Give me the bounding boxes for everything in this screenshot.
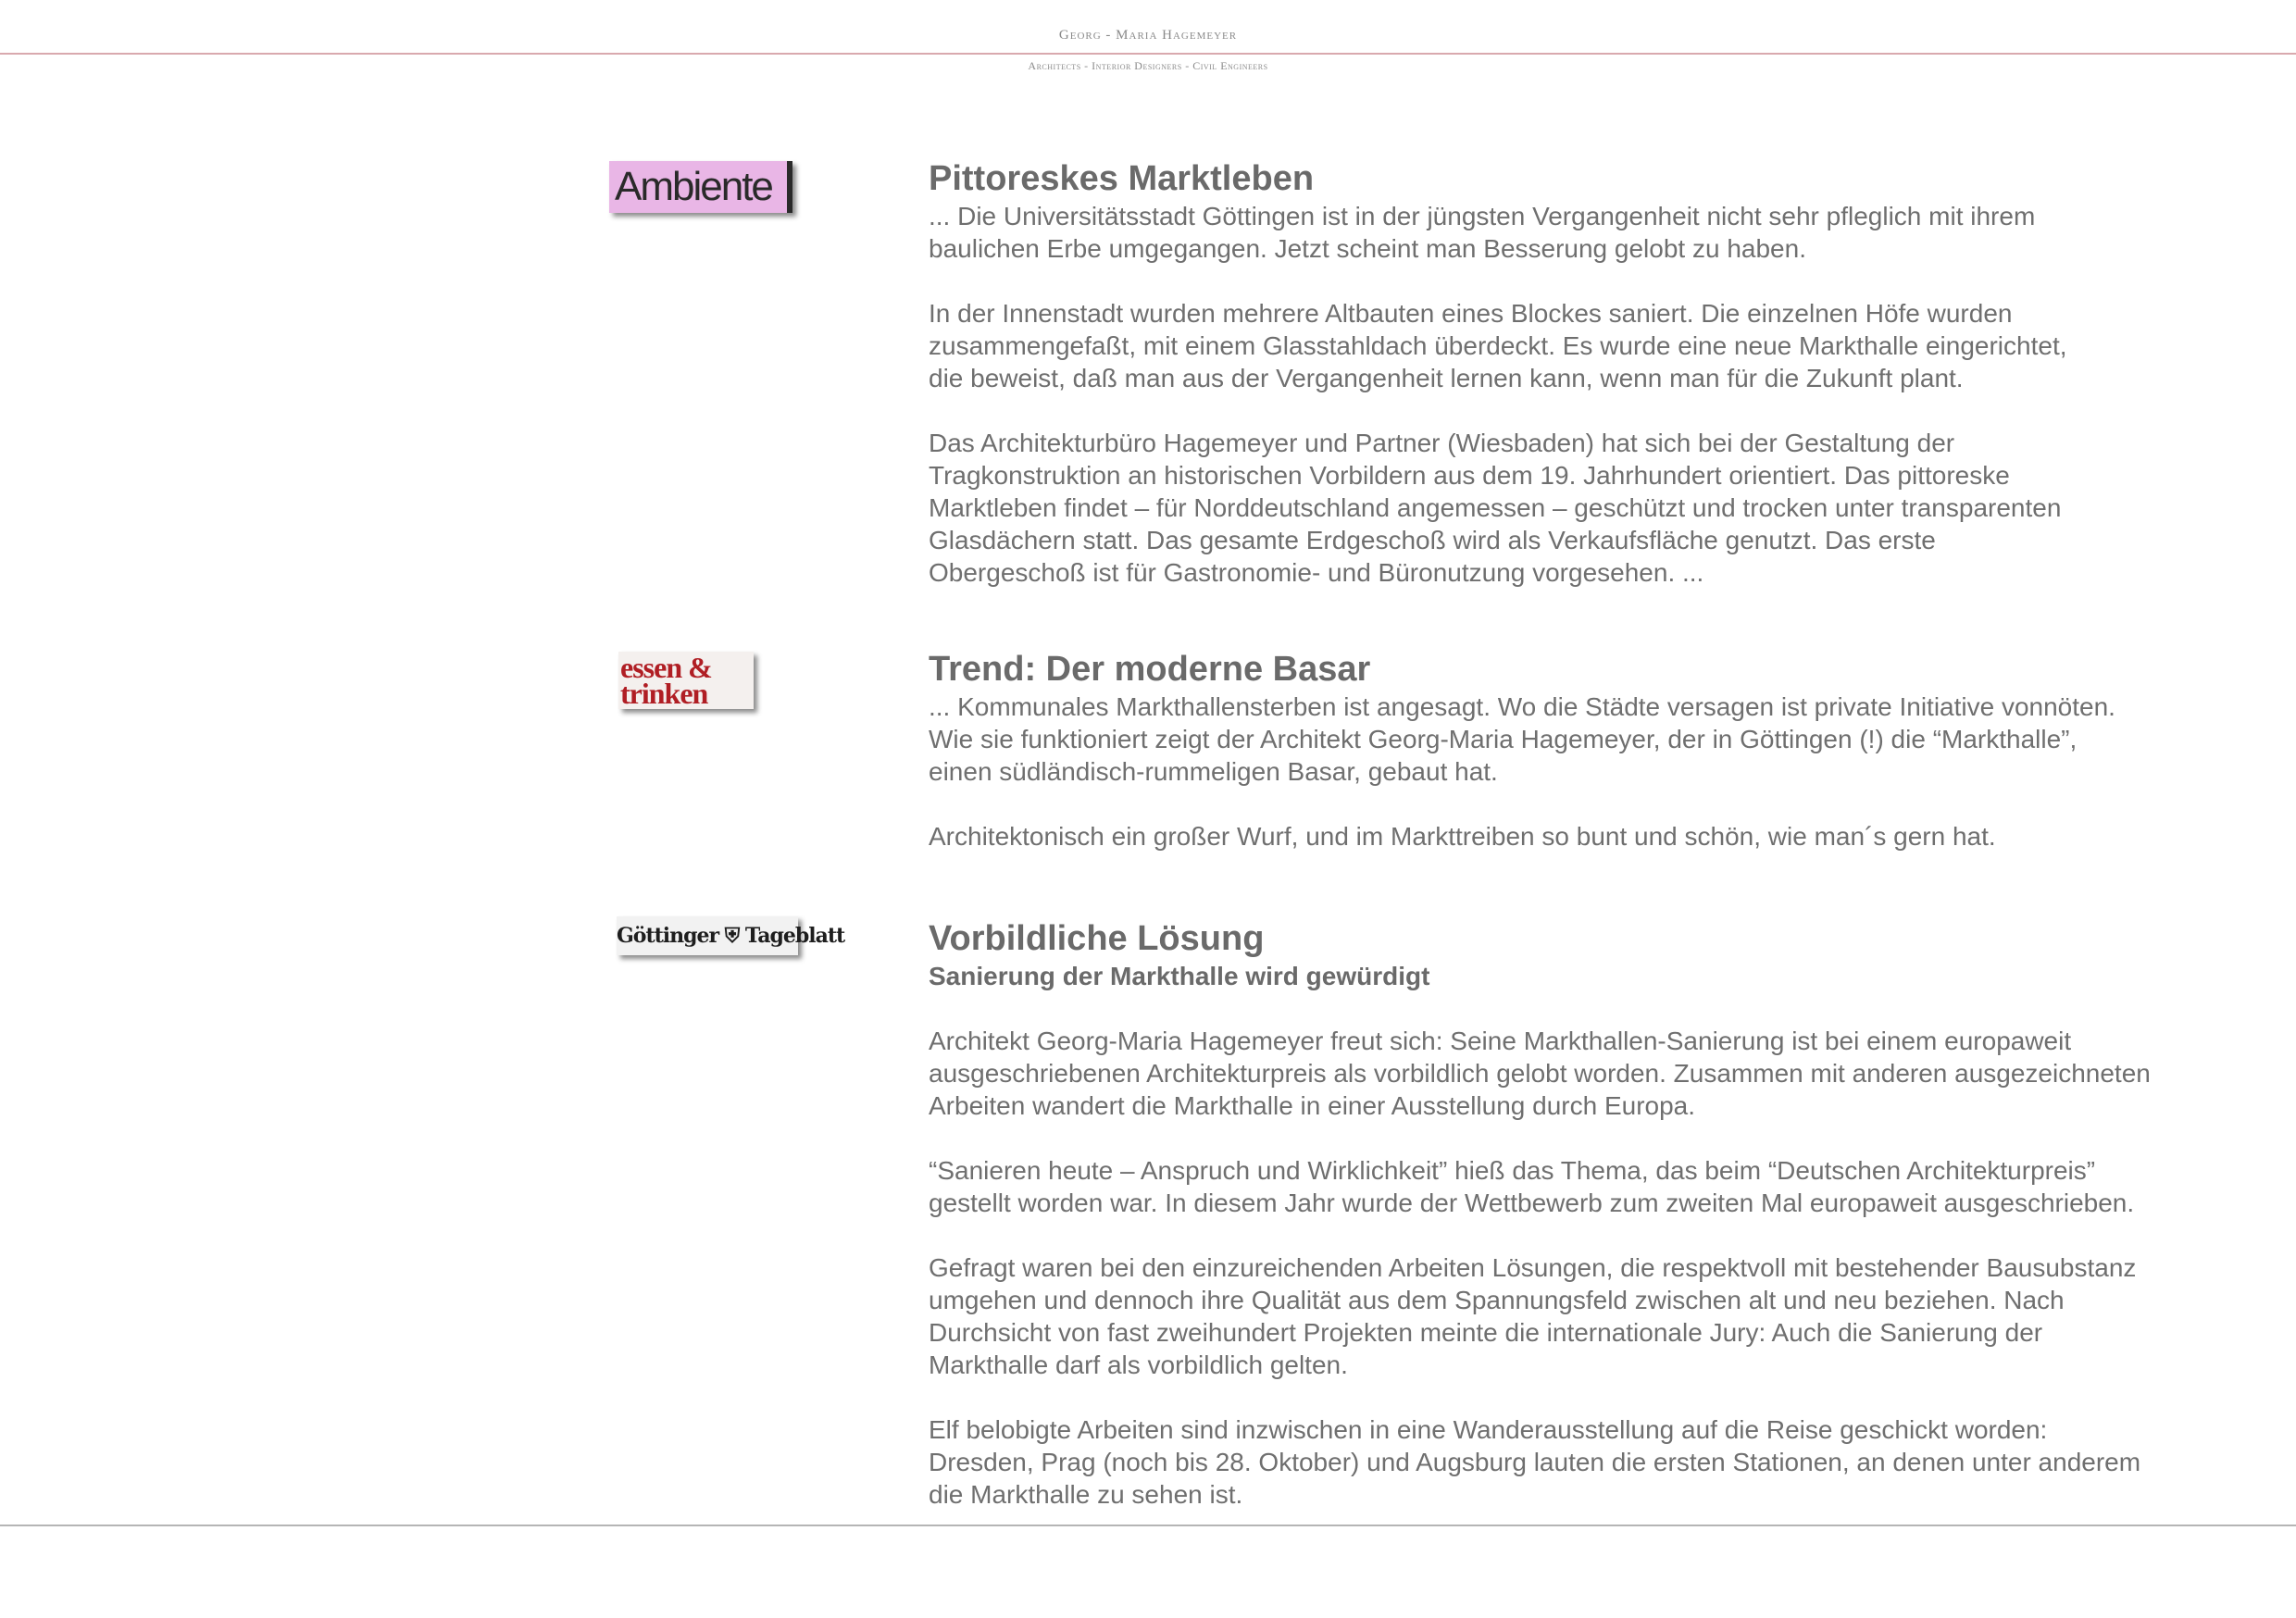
header-firm-disciplines: Architects - Interior Designers - Civil Engineers xyxy=(1028,59,1268,72)
article-essen-trinken xyxy=(929,648,2225,885)
article-goettinger-tageblatt xyxy=(929,917,2225,1543)
article-paragraph: ... Kommunales Markthallensterben ist angesagt. Wo die Städte versagen ist private Initiative vonnöten. Wie sie funktioniert zeigt der Architekt Georg-Maria Hagemeyer, der in Göttingen (!) die “Markthalle”, einen südländisch-rummeligen Basar, gebaut hat. xyxy=(929,692,2115,786)
article-title: Trend: Der moderne Basar xyxy=(929,650,1371,689)
article-ambiente xyxy=(929,157,2225,621)
article-paragraph: Das Architekturbüro Hagemeyer und Partner (Wiesbaden) hat sich bei der Gestaltung der Tragkonstruktion an historischen Vorbildern aus dem 19. Jahrhundert orientiert. Das pittoreske Marktleben findet – für Norddeutschland angemessen – geschützt und trocken unter transparenten Glasdächern statt. Das gesamte Erdgeschoß wird als Verkaufsfläche genutzt. Das erste Obergeschoß ist für Gastronomie- und Büronutzung vorgesehen. ... xyxy=(929,429,2062,587)
article-paragraph: Architektonisch ein großer Wurf, und im Markttreiben so bunt und schön, wie man´s gern hat. xyxy=(929,822,1996,851)
article-paragraph: Gefragt waren bei den einzureichenden Arbeiten Lösungen, die respektvoll mit bestehender Bausubstanz umgehen und dennoch ihre Qualität aus dem Spannungsfeld zwischen alt und neu beziehen. Nach Durchsicht von fast zweihundert Projekten meinte die internationale Jury: Auch die Sanierung der Markthalle darf als vorbildlich gelten. xyxy=(929,1253,2137,1379)
article-paragraph: Elf belobigte Arbeiten sind inzwischen in eine Wanderausstellung auf die Reise geschickt worden: Dresden, Prag (noch bis 28. Oktober) und Augsburg lauten die ersten Stationen, an denen unter anderem die Markthalle zu sehen ist. xyxy=(929,1415,2141,1509)
article-paragraph: In der Innenstadt wurden mehrere Altbauten eines Blockes saniert. Die einzelnen Höfe wurden zusammengefaßt, mit einem Glasstahldach überdeckt. Es wurde eine neue Markthalle eingerichtet, die beweist, daß man aus der Vergangenheit lernen kann, wenn man für die Zukunft plant. xyxy=(929,299,2067,392)
article-title: Pittoreskes Marktleben xyxy=(929,159,1315,198)
article-paragraph: ... Die Universitätsstadt Göttingen ist in der jüngsten Vergangenheit nicht sehr pfleglich mit ihrem baulichen Erbe umgegangen. Jetzt scheint man Besserung gelobt zu haben. xyxy=(929,202,2036,263)
article-paragraph: “Sanieren heute – Anspruch und Wirklichkeit” hieß das Thema, das beim “Deutschen Architekturpreis” gestellt worden war. In diesem Jahr wurde der Wettbewerb zum zweiten Mal europaweit ausgeschrieben. xyxy=(929,1156,2135,1217)
ambiente-magazine-logo: Ambiente xyxy=(609,161,792,213)
paragraph-spacer xyxy=(929,992,2225,1025)
footer-divider xyxy=(0,1525,2296,1526)
goettinger-tageblatt-logo: Göttinger ⛨ Tageblatt xyxy=(617,916,798,955)
article-title: Vorbildliche Lösung xyxy=(929,919,1265,958)
essen-trinken-logo-text: essen & trinken xyxy=(620,651,712,710)
essen-trinken-magazine-logo xyxy=(618,652,754,709)
article-subtitle: Sanierung der Markthalle wird gewürdigt xyxy=(929,962,1430,990)
article-paragraph: Architekt Georg-Maria Hagemeyer freut sich: Seine Markthallen-Sanierung ist bei einem europaweit ausgeschriebenen Architekturpreis als vorbildlich gelobt worden. Zusammen mit anderen ausgezeichneten Arbeiten wandert die Markthalle in einer Ausstellung durch Europa. xyxy=(929,1027,2151,1120)
header-firm-name: Georg - Maria Hagemeyer xyxy=(1058,28,1238,43)
header-divider xyxy=(0,53,2296,55)
